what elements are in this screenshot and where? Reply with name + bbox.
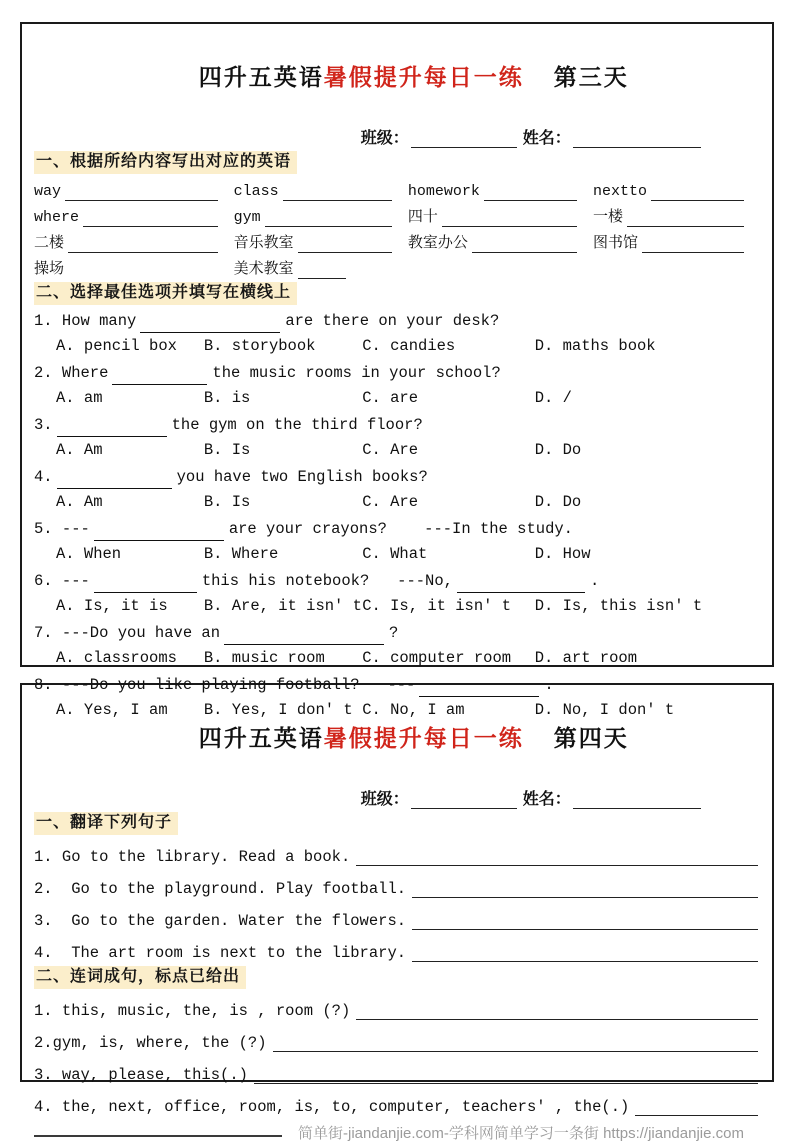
answer-blank	[112, 364, 207, 385]
option-b: B. storybook	[203, 337, 316, 355]
option-d: D. maths book	[534, 337, 656, 355]
answer-line	[412, 897, 758, 898]
option-a: A. pencil box	[56, 337, 177, 355]
answer-line	[627, 226, 744, 227]
option-c: C. Are	[362, 493, 419, 511]
answer-line	[65, 200, 218, 201]
title-prefix: 四升五英语	[198, 725, 324, 751]
option-c: C. Are	[362, 441, 419, 459]
option-a: A. When	[56, 545, 122, 563]
option-c: C. What	[362, 545, 428, 563]
answer-line	[356, 865, 758, 866]
question-6: 6. --- this his notebook? ---No, . A. Is, it is B. Are, it isn' t C. Is, it isn' t D. Is, this isn' t	[34, 567, 760, 619]
rearrange-item-1: 1. this, music, the, is , room (?)	[34, 991, 760, 1023]
name-label: 姓名：	[522, 791, 571, 808]
class-name-row	[361, 125, 760, 150]
vocab-item: 操场	[34, 261, 65, 278]
answer-line	[68, 252, 218, 253]
vocab-item: 教室办公	[408, 229, 593, 255]
worksheet-day4	[20, 683, 774, 1142]
vocab-item: 四十	[408, 203, 593, 229]
worksheet-title	[34, 29, 760, 125]
name-label: 姓名：	[522, 130, 571, 147]
answer-line	[651, 200, 744, 201]
question-4: 4. you have two English books? A. Am B. Is C. Are D. Do	[34, 463, 760, 515]
translate-item-2: 2. Go to the playground. Play football.	[34, 869, 760, 901]
title-prefix: 四升五英语	[198, 64, 324, 90]
option-b: B. Are, it isn' t	[203, 597, 362, 615]
answer-line	[265, 226, 392, 227]
translate-item-4: 4. The art room is next to the library.	[34, 933, 760, 965]
rearrange-item-3: 3. way, please, this(.)	[34, 1055, 760, 1087]
answer-line	[298, 252, 392, 253]
answer-line	[273, 1051, 758, 1052]
class-label: 班级：	[360, 130, 409, 147]
answer-blank	[140, 312, 280, 333]
vocab-item: where	[34, 203, 234, 229]
options-row	[34, 437, 760, 463]
option-b: B. is	[203, 389, 251, 407]
option-c: C. candies	[362, 337, 456, 355]
options-row	[34, 593, 760, 619]
translate-item-3: 3. Go to the garden. Water the flowers.	[34, 901, 760, 933]
option-a: A. Am	[56, 441, 103, 459]
answer-line	[442, 226, 577, 227]
vocab-item: gym	[234, 203, 408, 229]
translate-item-1: 1. Go to the library. Read a book.	[34, 837, 760, 869]
option-d: D. /	[534, 389, 572, 407]
rearrange-item-4: 4. the, next, office, room, is, to, computer, teachers' , the(.)	[34, 1087, 760, 1119]
answer-blank	[94, 572, 197, 593]
answer-line-continued	[34, 1135, 282, 1137]
option-a: A. Yes, I am	[56, 701, 168, 719]
question-5: 5. --- are your crayons? ---In the study. A. When B. Where C. What D. How	[34, 515, 760, 567]
section-heading-rearrange: 二、连词成句，标点已给出	[34, 966, 246, 989]
options-row	[34, 333, 760, 359]
options-row	[34, 489, 760, 515]
answer-line	[83, 226, 218, 227]
title-highlight: 暑假提升每日一练	[323, 725, 524, 751]
options-row	[34, 645, 760, 671]
option-c: C. No, I am	[362, 701, 465, 719]
option-c: C. are	[362, 389, 419, 407]
answer-blank	[224, 624, 384, 645]
answer-blank	[57, 416, 167, 437]
question-8: 8. ---Do you like playing football? --- . A. Yes, I am B. Yes, I don' t C. No, I am D. No, I don' t	[34, 671, 760, 723]
answer-line	[472, 252, 577, 253]
option-d: D. Do	[534, 493, 582, 511]
option-a: A. Am	[56, 493, 103, 511]
answer-line	[254, 1083, 758, 1084]
section-heading-choice: 二、选择最佳选项并填写在横线上	[34, 282, 297, 305]
option-c: C. computer room	[362, 649, 512, 667]
option-d: D. Is, this isn' t	[534, 597, 703, 615]
option-d: D. Do	[534, 441, 582, 459]
name-blank	[573, 147, 701, 148]
option-a: A. classrooms	[56, 649, 177, 667]
worksheet-day3	[20, 22, 774, 719]
answer-line	[412, 929, 758, 930]
option-b: B. music room	[203, 649, 325, 667]
answer-blank	[457, 572, 585, 593]
question-2: 2. Where the music rooms in your school? A. am B. is C. are D. /	[34, 359, 760, 411]
answer-line	[642, 252, 744, 253]
option-b: B. Is	[203, 441, 251, 459]
footer	[34, 1120, 760, 1144]
option-a: A. am	[56, 389, 103, 407]
answer-line	[484, 200, 577, 201]
answer-line	[412, 961, 758, 962]
vocab-item: way	[34, 177, 234, 203]
answer-line	[283, 200, 392, 201]
question-7: 7. ---Do you have an ? A. classrooms B. music room C. computer room D. art room	[34, 619, 760, 671]
vocab-item: 美术教室	[234, 255, 408, 281]
answer-line	[298, 278, 346, 279]
answer-blank	[419, 676, 539, 697]
class-blank	[411, 808, 517, 809]
vocab-grid	[34, 177, 760, 281]
section-heading-translate: 一、翻译下列句子	[34, 812, 178, 835]
vocab-item: 音乐教室	[234, 229, 408, 255]
rearrange-item-2: 2.gym, is, where, the (?)	[34, 1023, 760, 1055]
day-label: 第四天	[553, 725, 629, 751]
option-d: D. How	[534, 545, 591, 563]
option-c: C. Is, it isn' t	[362, 597, 512, 615]
watermark-text: 简单街-jiandanjie.com-学科网简单学习一条街 https://jiandanjie.com	[298, 1125, 744, 1142]
question-1: 1. How many are there on your desk? A. pencil box B. storybook C. candies D. maths book	[34, 307, 760, 359]
answer-line	[356, 1019, 758, 1020]
option-b: B. Yes, I don' t	[203, 701, 353, 719]
name-blank	[573, 808, 701, 809]
answer-line	[635, 1115, 758, 1116]
answer-blank	[94, 520, 224, 541]
options-row	[34, 541, 760, 567]
class-name-row	[361, 786, 760, 811]
vocab-item: nextto	[593, 177, 760, 203]
option-d: D. No, I don' t	[534, 701, 675, 719]
class-label: 班级：	[360, 791, 409, 808]
vocab-item: 二楼	[34, 229, 234, 255]
day-label: 第三天	[553, 64, 629, 90]
section-heading-vocab: 一、根据所给内容写出对应的英语	[34, 151, 297, 174]
options-row	[34, 385, 760, 411]
title-highlight: 暑假提升每日一练	[323, 64, 524, 90]
vocab-item: class	[234, 177, 408, 203]
question-3: 3. the gym on the third floor? A. Am B. Is C. Are D. Do	[34, 411, 760, 463]
vocab-item: 一楼	[593, 203, 760, 229]
vocab-item: homework	[408, 177, 593, 203]
option-b: B. Where	[203, 545, 279, 563]
option-d: D. art room	[534, 649, 638, 667]
answer-blank	[57, 468, 172, 489]
option-a: A. Is, it is	[56, 597, 168, 615]
vocab-item: 图书馆	[593, 229, 760, 255]
option-b: B. Is	[203, 493, 251, 511]
class-blank	[411, 147, 517, 148]
